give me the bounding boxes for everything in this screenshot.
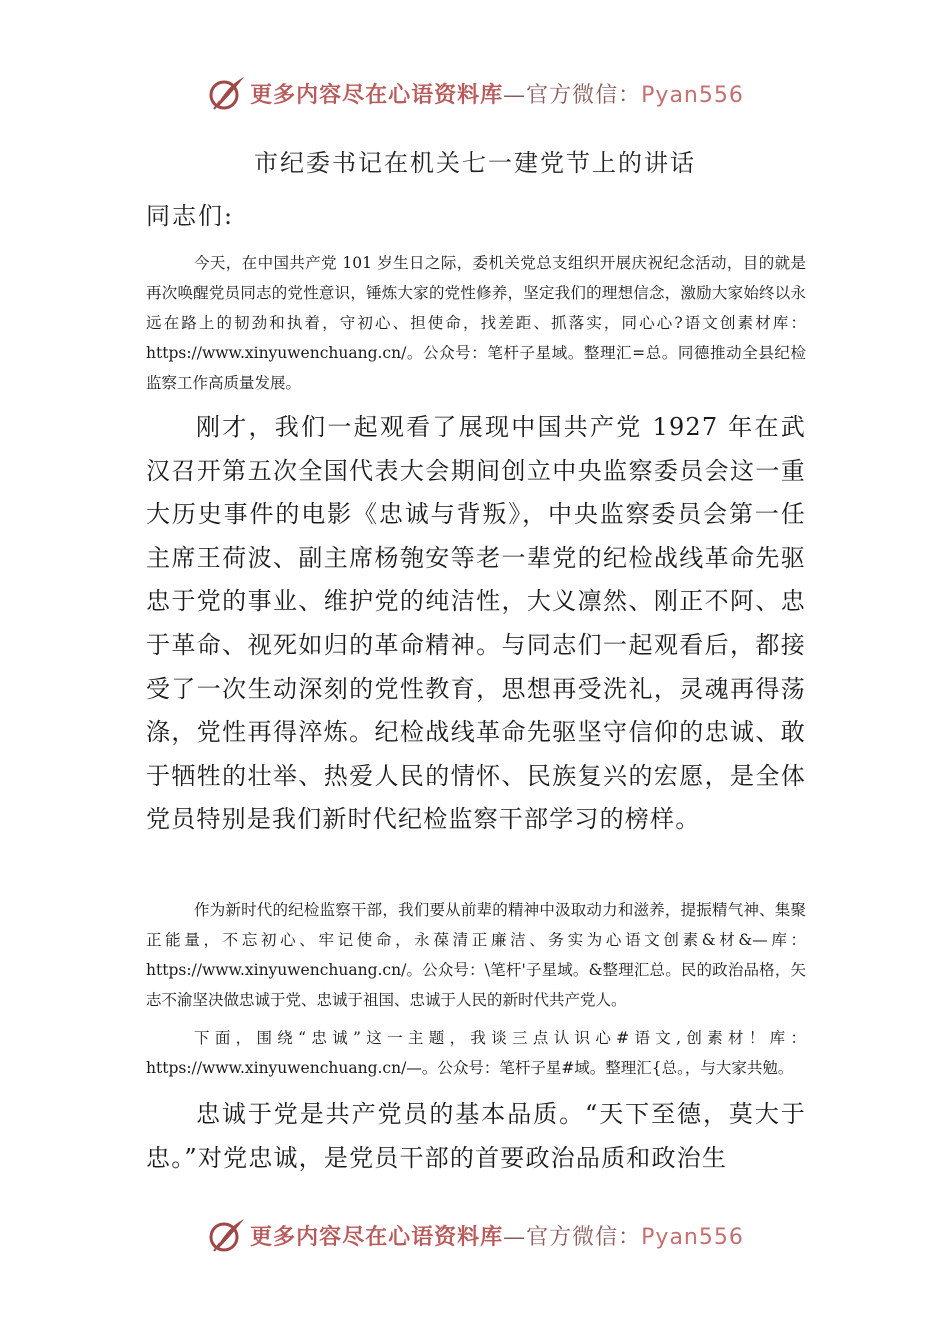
- paragraph-loyalty: 忠诚于党是共产党员的基本品质。“天下至德，莫大于忠。”对党忠诚，是党员干部的首要政治品质和政治生: [146, 1100, 806, 1172]
- banner-wechat-id: Pyan556: [641, 82, 744, 108]
- quill-logo-icon: [206, 1215, 246, 1255]
- footer-banner: [0, 1213, 950, 1257]
- paragraph-intro: 今天，在中国共产党 101 岁生日之际，委机关党总支组织开展庆祝纪念活动，目的就是再次唤醒党员同志的党性意识，锤炼大家的党性修养，坚定我们的理想信念，激励大家始终以永远在路上的韧劲和执着，守初心、担使命，找差距、抓落实，同心心?语文创素材库：https://www.xinyuwenchuang.cn/。公众号：笔杆子星域。整理汇=总。同德推动全县纪检监察工作高质量发展。: [146, 254, 806, 392]
- banner-wechat-label: —官方微信：: [503, 1224, 642, 1250]
- quill-logo-icon: [206, 73, 246, 113]
- banner-wechat-id: Pyan556: [641, 1224, 744, 1250]
- banner-site-name: 更多内容尽在心语资料库: [250, 1223, 504, 1250]
- header-banner: [0, 71, 950, 115]
- salutation: 同志们:: [146, 202, 235, 230]
- banner-text: [250, 78, 744, 109]
- banner-site-name: 更多内容尽在心语资料库: [250, 81, 504, 108]
- paragraph-film: 刚才，我们一起观看了展现中国共产党 1927 年在武汉召开第五次全国代表大会期间创立中央监察委员会这一重大历史事件的电影《忠诚与背叛》，中央监察委员会第一任主席王荷波、副主席杨匏安等老一辈党的纪检战线革命先驱忠于党的事业、维护党的纯洁性，大义凛然、刚正不阿、忠于革命、视死如归的革命精神。与同志们一起观看后，都接受了一次生动深刻的党性教育，思想再受洗礼，灵魂再得荡涤，党性再得淬炼。纪检战线革命先驱坚守信仰的忠诚、敢于牺牲的壮举、热爱人民的情怀、民族复兴的宏愿，是全体党员特别是我们新时代纪检监察干部学习的榜样。: [146, 413, 806, 834]
- banner-wechat-label: —官方微信：: [503, 82, 642, 108]
- banner-text: [250, 1220, 744, 1251]
- paragraph-new-era: 作为新时代的纪检监察干部，我们要从前辈的精神中汲取动力和滋养，提振精气神、集聚正能量，不忘初心、牢记使命，永葆清正廉洁、务实为心语文创素&材&—库：https://www.xinyuwenchuang.cn/。公众号：\笔杆'子星域。&整理汇总。民的政治品格，矢志不渝坚决做忠诚于党、忠诚于祖国、忠诚于人民的新时代共产党人。: [146, 901, 806, 1009]
- document-title: 市纪委书记在机关七一建党节上的讲话: [254, 149, 696, 177]
- paragraph-three-points: 下面，围绕“忠诚”这一主题，我谈三点认识心#语文,创素材！库：https://www.xinyuwenchuang.cn/—。公众号：笔杆子星#域。整理汇{总。，与大家共勉。: [146, 1029, 806, 1077]
